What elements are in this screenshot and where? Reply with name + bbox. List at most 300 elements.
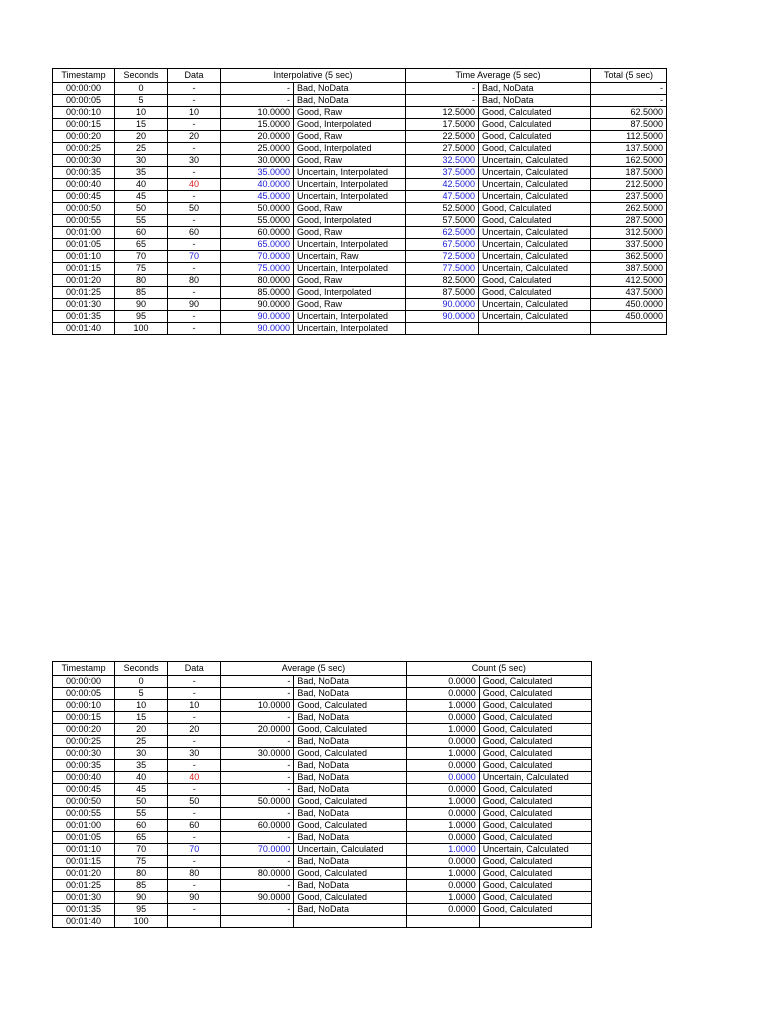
cell-seconds: 35 xyxy=(115,167,168,179)
cell-time-average-quality: Uncertain, Calculated xyxy=(479,251,591,263)
cell-seconds: 5 xyxy=(115,688,168,700)
table-row xyxy=(53,760,592,772)
table-row xyxy=(53,155,667,167)
cell-timestamp: 00:01:25 xyxy=(53,287,115,299)
cell-timestamp: 00:00:05 xyxy=(53,95,115,107)
cell-count-value: 0.0000 xyxy=(406,712,479,724)
cell-time-average-quality: Good, Calculated xyxy=(479,215,591,227)
cell-count-value: 0.0000 xyxy=(406,808,479,820)
cell-time-average-quality: Good, Calculated xyxy=(479,287,591,299)
table-row xyxy=(53,215,667,227)
cell-timestamp: 00:00:30 xyxy=(53,748,115,760)
cell-average-quality: Bad, NoData xyxy=(294,808,406,820)
cell-data: - xyxy=(168,784,221,796)
table-row xyxy=(53,808,592,820)
cell-total: 387.5000 xyxy=(591,263,667,275)
cell-count-quality: Good, Calculated xyxy=(479,868,591,880)
cell-interpolative-quality: Good, Interpolated xyxy=(294,119,406,131)
cell-interpolative-value: 15.0000 xyxy=(221,119,294,131)
cell-average-quality: Good, Calculated xyxy=(294,820,406,832)
cell-count-quality: Good, Calculated xyxy=(479,880,591,892)
cell-average-quality: Bad, NoData xyxy=(294,880,406,892)
cell-timestamp: 00:00:15 xyxy=(53,119,115,131)
cell-count-value xyxy=(406,916,479,928)
cell-seconds: 90 xyxy=(115,299,168,311)
cell-data: - xyxy=(168,736,221,748)
cell-average-value: 90.0000 xyxy=(221,892,294,904)
table-row xyxy=(53,820,592,832)
cell-timestamp: 00:01:40 xyxy=(53,323,115,335)
cell-average-quality: Bad, NoData xyxy=(294,832,406,844)
cell-seconds: 5 xyxy=(115,95,168,107)
cell-count-value: 1.0000 xyxy=(406,796,479,808)
cell-total: 212.5000 xyxy=(591,179,667,191)
cell-time-average-quality: Good, Calculated xyxy=(479,119,591,131)
cell-total: 162.5000 xyxy=(591,155,667,167)
cell-count-quality: Good, Calculated xyxy=(479,748,591,760)
cell-seconds: 0 xyxy=(115,676,168,688)
cell-time-average-value xyxy=(406,323,479,335)
cell-data: 30 xyxy=(168,748,221,760)
cell-seconds: 30 xyxy=(115,155,168,167)
cell-timestamp: 00:01:25 xyxy=(53,880,115,892)
cell-average-quality: Good, Calculated xyxy=(294,724,406,736)
cell-data: 60 xyxy=(168,227,221,239)
cell-data: 20 xyxy=(168,724,221,736)
cell-count-quality: Good, Calculated xyxy=(479,808,591,820)
cell-data: - xyxy=(168,167,221,179)
table-body xyxy=(53,83,667,335)
table-row xyxy=(53,83,667,95)
cell-interpolative-quality: Good, Raw xyxy=(294,107,406,119)
cell-average-value: 30.0000 xyxy=(221,748,294,760)
cell-time-average-quality: Good, Calculated xyxy=(479,143,591,155)
cell-average-quality: Uncertain, Calculated xyxy=(294,844,406,856)
table-row xyxy=(53,916,592,928)
cell-timestamp: 00:01:35 xyxy=(53,904,115,916)
cell-data: - xyxy=(168,832,221,844)
cell-timestamp: 00:01:00 xyxy=(53,227,115,239)
cell-total: 450.0000 xyxy=(591,299,667,311)
cell-count-value: 0.0000 xyxy=(406,772,479,784)
cell-time-average-value: - xyxy=(406,95,479,107)
cell-seconds: 70 xyxy=(115,251,168,263)
cell-time-average-quality: Good, Calculated xyxy=(479,107,591,119)
header-average: Average (5 sec) xyxy=(221,662,406,676)
cell-count-quality: Uncertain, Calculated xyxy=(479,772,591,784)
cell-data: 70 xyxy=(168,844,221,856)
cell-total: 137.5000 xyxy=(591,143,667,155)
cell-average-quality: Bad, NoData xyxy=(294,772,406,784)
cell-timestamp: 00:01:30 xyxy=(53,299,115,311)
cell-seconds: 60 xyxy=(115,227,168,239)
cell-time-average-value: 12.5000 xyxy=(406,107,479,119)
cell-data: - xyxy=(168,119,221,131)
cell-data: - xyxy=(168,191,221,203)
cell-timestamp: 00:00:10 xyxy=(53,107,115,119)
cell-timestamp: 00:00:15 xyxy=(53,712,115,724)
cell-total: 450.0000 xyxy=(591,311,667,323)
cell-data: - xyxy=(168,808,221,820)
cell-timestamp: 00:01:15 xyxy=(53,263,115,275)
cell-total: - xyxy=(591,95,667,107)
cell-average-quality: Bad, NoData xyxy=(294,904,406,916)
cell-average-value: 80.0000 xyxy=(221,868,294,880)
cell-interpolative-quality: Good, Interpolated xyxy=(294,143,406,155)
cell-interpolative-value: 10.0000 xyxy=(221,107,294,119)
cell-timestamp: 00:01:00 xyxy=(53,820,115,832)
cell-seconds: 45 xyxy=(115,191,168,203)
table-row xyxy=(53,688,592,700)
cell-timestamp: 00:00:50 xyxy=(53,203,115,215)
cell-time-average-quality: Good, Calculated xyxy=(479,203,591,215)
table-row xyxy=(53,880,592,892)
cell-time-average-quality: Uncertain, Calculated xyxy=(479,239,591,251)
cell-interpolative-quality: Good, Raw xyxy=(294,299,406,311)
cell-average-value: - xyxy=(221,784,294,796)
cell-time-average-value: 90.0000 xyxy=(406,311,479,323)
cell-time-average-quality xyxy=(479,323,591,335)
table-row xyxy=(53,784,592,796)
cell-count-quality: Good, Calculated xyxy=(479,856,591,868)
table-row xyxy=(53,143,667,155)
cell-count-quality: Good, Calculated xyxy=(479,796,591,808)
cell-seconds: 50 xyxy=(115,796,168,808)
cell-count-quality: Good, Calculated xyxy=(479,904,591,916)
table-row xyxy=(53,287,667,299)
cell-data: 90 xyxy=(168,892,221,904)
cell-interpolative-quality: Bad, NoData xyxy=(294,83,406,95)
table-row xyxy=(53,676,592,688)
cell-average-quality: Good, Calculated xyxy=(294,700,406,712)
cell-time-average-value: 37.5000 xyxy=(406,167,479,179)
cell-count-quality: Good, Calculated xyxy=(479,724,591,736)
cell-count-value: 0.0000 xyxy=(406,904,479,916)
cell-seconds: 95 xyxy=(115,904,168,916)
cell-count-quality: Uncertain, Calculated xyxy=(479,844,591,856)
cell-interpolative-value: 90.0000 xyxy=(221,299,294,311)
cell-data: 10 xyxy=(168,107,221,119)
header-timestamp: Timestamp xyxy=(53,662,115,676)
cell-seconds: 65 xyxy=(115,239,168,251)
cell-total: 112.5000 xyxy=(591,131,667,143)
cell-interpolative-quality: Good, Interpolated xyxy=(294,215,406,227)
cell-count-value: 0.0000 xyxy=(406,880,479,892)
header-data: Data xyxy=(168,662,221,676)
cell-interpolative-value: 25.0000 xyxy=(221,143,294,155)
table-row xyxy=(53,844,592,856)
cell-average-quality: Bad, NoData xyxy=(294,784,406,796)
cell-seconds: 70 xyxy=(115,844,168,856)
header-time-average: Time Average (5 sec) xyxy=(406,69,591,83)
cell-timestamp: 00:00:55 xyxy=(53,215,115,227)
cell-data: 50 xyxy=(168,796,221,808)
table-row xyxy=(53,856,592,868)
cell-time-average-quality: Uncertain, Calculated xyxy=(479,263,591,275)
cell-timestamp: 00:00:50 xyxy=(53,796,115,808)
cell-data: - xyxy=(168,904,221,916)
table-row xyxy=(53,131,667,143)
cell-average-value: - xyxy=(221,856,294,868)
cell-data: - xyxy=(168,263,221,275)
cell-timestamp: 00:00:45 xyxy=(53,784,115,796)
cell-seconds: 15 xyxy=(115,119,168,131)
cell-seconds: 75 xyxy=(115,263,168,275)
cell-total: 262.5000 xyxy=(591,203,667,215)
cell-interpolative-quality: Uncertain, Interpolated xyxy=(294,239,406,251)
cell-seconds: 80 xyxy=(115,868,168,880)
cell-interpolative-quality: Good, Raw xyxy=(294,275,406,287)
cell-count-value: 0.0000 xyxy=(406,736,479,748)
cell-interpolative-value: 50.0000 xyxy=(221,203,294,215)
table-row xyxy=(53,904,592,916)
cell-data: 80 xyxy=(168,275,221,287)
cell-interpolative-value: 55.0000 xyxy=(221,215,294,227)
cell-total: 437.5000 xyxy=(591,287,667,299)
table-row xyxy=(53,263,667,275)
cell-timestamp: 00:00:25 xyxy=(53,736,115,748)
cell-average-value: - xyxy=(221,832,294,844)
table-row xyxy=(53,95,667,107)
cell-data: 60 xyxy=(168,820,221,832)
table-header-row xyxy=(53,662,592,676)
cell-average-value: 70.0000 xyxy=(221,844,294,856)
cell-total xyxy=(591,323,667,335)
table-row xyxy=(53,299,667,311)
table-row xyxy=(53,712,592,724)
cell-time-average-quality: Good, Calculated xyxy=(479,131,591,143)
cell-average-quality: Bad, NoData xyxy=(294,688,406,700)
table-row xyxy=(53,892,592,904)
table-row xyxy=(53,107,667,119)
cell-total: 237.5000 xyxy=(591,191,667,203)
cell-count-value: 1.0000 xyxy=(406,892,479,904)
table-header-row xyxy=(53,69,667,83)
cell-interpolative-value: 90.0000 xyxy=(221,323,294,335)
cell-time-average-quality: Good, Calculated xyxy=(479,275,591,287)
cell-timestamp: 00:00:40 xyxy=(53,772,115,784)
cell-data xyxy=(168,916,221,928)
cell-total: 187.5000 xyxy=(591,167,667,179)
cell-data: 40 xyxy=(168,179,221,191)
cell-count-value: 1.0000 xyxy=(406,820,479,832)
cell-time-average-value: 67.5000 xyxy=(406,239,479,251)
cell-timestamp: 00:00:30 xyxy=(53,155,115,167)
cell-interpolative-value: - xyxy=(221,83,294,95)
cell-timestamp: 00:01:40 xyxy=(53,916,115,928)
cell-average-value: 10.0000 xyxy=(221,700,294,712)
cell-timestamp: 00:01:05 xyxy=(53,239,115,251)
cell-data: 90 xyxy=(168,299,221,311)
cell-timestamp: 00:00:25 xyxy=(53,143,115,155)
cell-interpolative-quality: Good, Raw xyxy=(294,203,406,215)
cell-count-quality: Good, Calculated xyxy=(479,712,591,724)
cell-count-value: 0.0000 xyxy=(406,856,479,868)
cell-time-average-value: 22.5000 xyxy=(406,131,479,143)
header-timestamp: Timestamp xyxy=(53,69,115,83)
cell-seconds: 40 xyxy=(115,179,168,191)
table-row xyxy=(53,748,592,760)
cell-count-quality: Good, Calculated xyxy=(479,676,591,688)
cell-total: 62.5000 xyxy=(591,107,667,119)
table-row xyxy=(53,724,592,736)
cell-data: - xyxy=(168,83,221,95)
cell-time-average-value: 52.5000 xyxy=(406,203,479,215)
cell-average-quality xyxy=(294,916,406,928)
cell-seconds: 10 xyxy=(115,700,168,712)
cell-time-average-value: 62.5000 xyxy=(406,227,479,239)
cell-total: 362.5000 xyxy=(591,251,667,263)
cell-timestamp: 00:00:55 xyxy=(53,808,115,820)
cell-interpolative-quality: Uncertain, Interpolated xyxy=(294,179,406,191)
cell-interpolative-quality: Uncertain, Interpolated xyxy=(294,323,406,335)
cell-seconds: 25 xyxy=(115,143,168,155)
cell-count-quality xyxy=(479,916,591,928)
cell-data: 70 xyxy=(168,251,221,263)
cell-interpolative-quality: Uncertain, Interpolated xyxy=(294,167,406,179)
cell-interpolative-quality: Bad, NoData xyxy=(294,95,406,107)
cell-seconds: 85 xyxy=(115,287,168,299)
cell-seconds: 100 xyxy=(115,323,168,335)
cell-interpolative-value: 45.0000 xyxy=(221,191,294,203)
cell-time-average-quality: Uncertain, Calculated xyxy=(479,179,591,191)
cell-seconds: 55 xyxy=(115,215,168,227)
cell-interpolative-value: 80.0000 xyxy=(221,275,294,287)
cell-timestamp: 00:01:35 xyxy=(53,311,115,323)
cell-data: 40 xyxy=(168,772,221,784)
cell-data: - xyxy=(168,323,221,335)
cell-seconds: 45 xyxy=(115,784,168,796)
cell-interpolative-quality: Good, Raw xyxy=(294,131,406,143)
cell-seconds: 35 xyxy=(115,760,168,772)
cell-time-average-value: 57.5000 xyxy=(406,215,479,227)
cell-data: 10 xyxy=(168,700,221,712)
table-row xyxy=(53,700,592,712)
cell-time-average-quality: Bad, NoData xyxy=(479,83,591,95)
cell-count-quality: Good, Calculated xyxy=(479,892,591,904)
cell-data: - xyxy=(168,712,221,724)
cell-seconds: 0 xyxy=(115,83,168,95)
cell-time-average-value: - xyxy=(406,83,479,95)
table-row xyxy=(53,119,667,131)
average-count-table xyxy=(52,661,592,928)
cell-data: - xyxy=(168,311,221,323)
cell-seconds: 85 xyxy=(115,880,168,892)
cell-average-value: - xyxy=(221,688,294,700)
cell-average-quality: Good, Calculated xyxy=(294,796,406,808)
table-row xyxy=(53,167,667,179)
cell-data: 50 xyxy=(168,203,221,215)
cell-timestamp: 00:01:10 xyxy=(53,251,115,263)
cell-average-value: 60.0000 xyxy=(221,820,294,832)
cell-average-quality: Bad, NoData xyxy=(294,736,406,748)
cell-average-quality: Good, Calculated xyxy=(294,892,406,904)
cell-total: 337.5000 xyxy=(591,239,667,251)
table-row xyxy=(53,251,667,263)
cell-data: - xyxy=(168,676,221,688)
cell-average-value: - xyxy=(221,904,294,916)
cell-interpolative-value: 65.0000 xyxy=(221,239,294,251)
cell-seconds: 55 xyxy=(115,808,168,820)
cell-count-quality: Good, Calculated xyxy=(479,820,591,832)
cell-time-average-value: 90.0000 xyxy=(406,299,479,311)
cell-time-average-value: 47.5000 xyxy=(406,191,479,203)
cell-average-quality: Bad, NoData xyxy=(294,856,406,868)
cell-average-value: - xyxy=(221,772,294,784)
cell-average-quality: Bad, NoData xyxy=(294,760,406,772)
cell-seconds: 50 xyxy=(115,203,168,215)
cell-count-value: 0.0000 xyxy=(406,760,479,772)
cell-interpolative-quality: Good, Raw xyxy=(294,227,406,239)
cell-time-average-quality: Uncertain, Calculated xyxy=(479,299,591,311)
cell-average-value: - xyxy=(221,712,294,724)
cell-data: - xyxy=(168,880,221,892)
table-row xyxy=(53,323,667,335)
header-data: Data xyxy=(168,69,221,83)
table-row xyxy=(53,736,592,748)
cell-count-value: 1.0000 xyxy=(406,724,479,736)
cell-time-average-value: 72.5000 xyxy=(406,251,479,263)
cell-timestamp: 00:01:20 xyxy=(53,868,115,880)
table-row xyxy=(53,239,667,251)
cell-timestamp: 00:00:35 xyxy=(53,167,115,179)
cell-seconds: 95 xyxy=(115,311,168,323)
cell-data: - xyxy=(168,287,221,299)
cell-interpolative-value: 85.0000 xyxy=(221,287,294,299)
cell-time-average-quality: Uncertain, Calculated xyxy=(479,311,591,323)
cell-count-quality: Good, Calculated xyxy=(479,832,591,844)
cell-interpolative-quality: Uncertain, Interpolated xyxy=(294,311,406,323)
header-count: Count (5 sec) xyxy=(406,662,591,676)
cell-seconds: 10 xyxy=(115,107,168,119)
cell-average-value: - xyxy=(221,880,294,892)
cell-average-value: - xyxy=(221,808,294,820)
cell-data: - xyxy=(168,239,221,251)
cell-average-quality: Bad, NoData xyxy=(294,676,406,688)
cell-interpolative-value: 20.0000 xyxy=(221,131,294,143)
table-row xyxy=(53,832,592,844)
cell-count-value: 0.0000 xyxy=(406,832,479,844)
header-seconds: Seconds xyxy=(115,662,168,676)
cell-count-value: 1.0000 xyxy=(406,844,479,856)
table-row xyxy=(53,772,592,784)
cell-timestamp: 00:00:20 xyxy=(53,131,115,143)
cell-total: - xyxy=(591,83,667,95)
table-row xyxy=(53,203,667,215)
interpolative-time-average-total-table xyxy=(52,68,667,335)
cell-timestamp: 00:00:40 xyxy=(53,179,115,191)
cell-time-average-value: 17.5000 xyxy=(406,119,479,131)
cell-timestamp: 00:01:15 xyxy=(53,856,115,868)
cell-interpolative-value: 60.0000 xyxy=(221,227,294,239)
cell-timestamp: 00:01:20 xyxy=(53,275,115,287)
cell-average-value: - xyxy=(221,736,294,748)
cell-average-quality: Bad, NoData xyxy=(294,712,406,724)
cell-seconds: 100 xyxy=(115,916,168,928)
cell-seconds: 60 xyxy=(115,820,168,832)
cell-seconds: 20 xyxy=(115,131,168,143)
cell-data: - xyxy=(168,856,221,868)
cell-interpolative-value: 90.0000 xyxy=(221,311,294,323)
cell-timestamp: 00:01:10 xyxy=(53,844,115,856)
cell-time-average-quality: Uncertain, Calculated xyxy=(479,191,591,203)
table-row xyxy=(53,796,592,808)
cell-data: 80 xyxy=(168,868,221,880)
cell-count-quality: Good, Calculated xyxy=(479,784,591,796)
cell-count-value: 0.0000 xyxy=(406,676,479,688)
cell-seconds: 30 xyxy=(115,748,168,760)
cell-timestamp: 00:00:45 xyxy=(53,191,115,203)
